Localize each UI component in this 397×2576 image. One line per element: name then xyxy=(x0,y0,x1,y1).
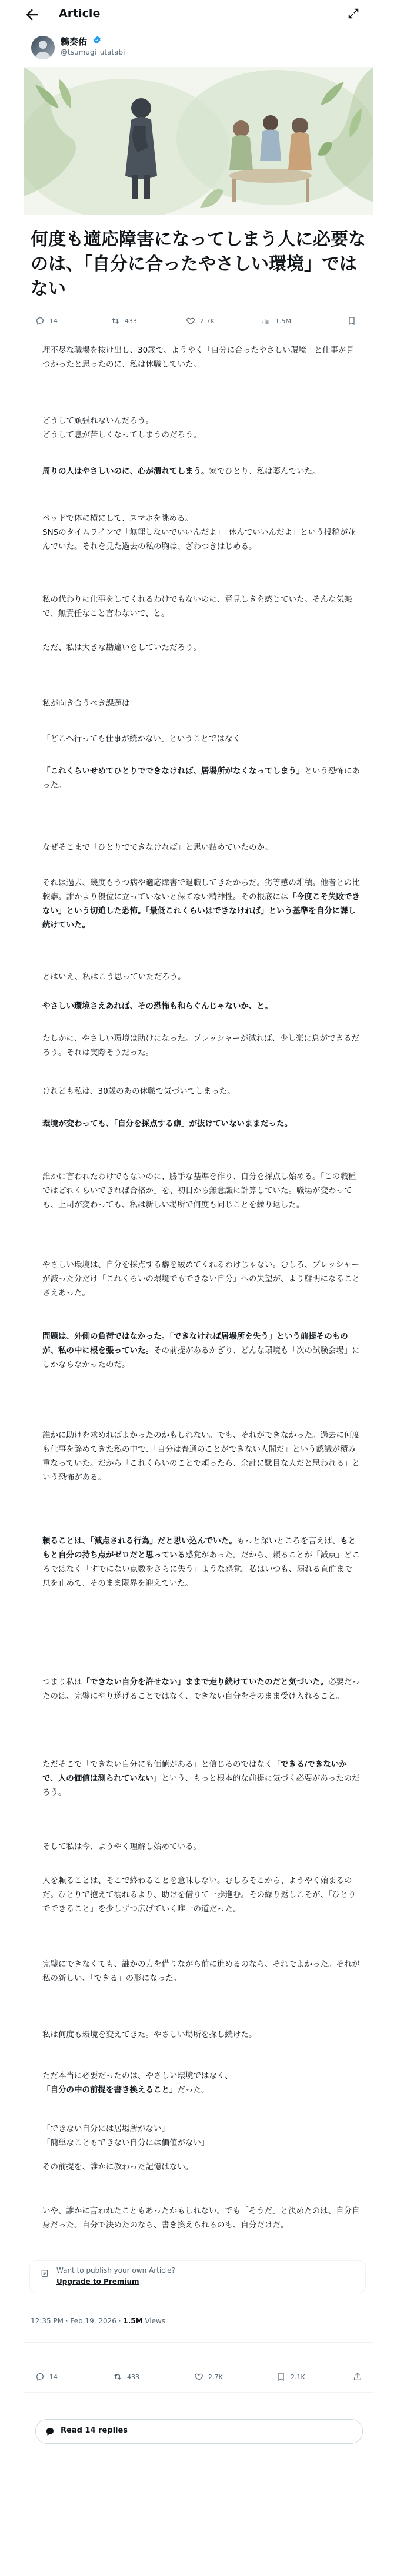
article-paragraph: 私は何度も環境を変えてきた。やさしい場所を探し続けた。 xyxy=(42,2030,257,2039)
share-icon xyxy=(353,2372,362,2381)
like-button[interactable] xyxy=(194,2370,223,2383)
views-total: 1.5M xyxy=(123,2317,143,2325)
reply-button[interactable] xyxy=(35,314,58,327)
views-label: Views xyxy=(142,2317,166,2325)
reply-count: 14 xyxy=(49,2373,58,2381)
article-paragraph: ただ、私は大きな勘違いをしていただろう。 xyxy=(42,643,201,652)
bookmark-count: 2.1K xyxy=(291,2373,305,2381)
article-paragraph: 理不尽な職場を抜け出し、30歳で、ようやく「自分に合ったやさしい環境」と仕事が見つかったと思ったのに、私は休職していた。 xyxy=(42,346,354,369)
read-replies-button[interactable] xyxy=(35,2419,363,2444)
repost-button[interactable] xyxy=(113,2370,139,2383)
view-count: 1.5M xyxy=(275,317,291,325)
bookmark-icon xyxy=(347,316,356,326)
article-paragraph: 誰かに言われたわけでもないのに、勝手な基準を作り、自分を採点し始める。「この職種ではどれくらいできれば合格か」を、初日から無意識に計算していた。職場が変わっても、上司が変わっても、私は新しい場所で何度も同じことを繰り返した。 xyxy=(42,1172,356,1210)
read-replies-label: Read 14 replies xyxy=(61,2426,128,2435)
bookmark-button[interactable] xyxy=(347,314,356,327)
divider xyxy=(24,2342,373,2343)
expand-icon[interactable] xyxy=(347,7,360,20)
repost-button[interactable] xyxy=(111,314,137,327)
article-paragraph: 「これくらいせめてひとりでできなければ、居場所がなくなってしまう」という恐怖にあった。 xyxy=(42,766,360,790)
upgrade-premium-link[interactable]: Upgrade to Premium xyxy=(56,2277,139,2286)
article-paragraph: たしかに、やさしい環境は助けになった。プレッシャーが減れば、少し楽に息ができるだろう。それは実際そうだった。 xyxy=(42,1034,360,1057)
article-paragraph: そして私は今、ようやく理解し始めている。 xyxy=(42,1842,201,1851)
like-count: 2.7K xyxy=(208,2373,223,2381)
article-paragraph: 「できない自分には居場所がない」 「簡単なこともできない自分には価値がない」 xyxy=(42,2124,209,2148)
bottom-engagement-bar xyxy=(35,2370,365,2383)
article-paragraph: 問題は、外側の負荷ではなかった。「できなければ居場所を失う」という前提そのものが、私の中に根を張っていた。その前提があるかぎり、どんな環境も「次の試験会場」にしかならなかったのだ。 xyxy=(42,1332,360,1369)
article-paragraph: やさしい環境は、自分を採点する癖を緩めてくれるわけじゃない。むしろ、プレッシャーが減った分だけ「これくらいの環境でもできない自分」への失望が、より鮮明になることさえあった。 xyxy=(42,1260,360,1298)
back-arrow-icon[interactable] xyxy=(24,6,41,24)
publish-article-banner xyxy=(29,2260,366,2293)
top-bar xyxy=(0,0,397,29)
views-button[interactable] xyxy=(261,314,291,327)
article-paragraph: 人を頼ることは、そこで終わることを意味しない。むしろそこから、ようやく始まるのだ。ひとりで抱えて溺れるより、助けを借りて一歩進む。その繰り返しこそが、「ひとりでできること」を少しずつ広げていく唯一の道だった。 xyxy=(42,1876,356,1914)
post-meta xyxy=(31,2317,165,2325)
like-count: 2.7K xyxy=(200,317,215,325)
article-paragraph: どうして頑張れないんだろう。 どうして息が苦しくなってしまうのだろう。 xyxy=(42,416,201,440)
reply-count: 14 xyxy=(49,317,58,325)
heart-icon xyxy=(186,316,195,326)
article-paragraph: なぜそこまで「ひとりでできなければ」と思い詰めていたのか。 xyxy=(42,843,273,852)
divider xyxy=(24,2392,373,2393)
hero-image xyxy=(24,67,373,215)
article-paragraph: 誰かに助けを求めればよかったのかもしれない。でも、それができなかった。過去に何度も仕事を辞めてきた私の中で、「自分は普通のことができない人間だ」という認識が積み重なっていた。だから「これくらいのことで頼ったら、余計に駄目な人だと思われる」という恐怖がある。 xyxy=(42,1431,360,1482)
article-paragraph: 周りの人はやさしいのに、心が潰れてしまう。家でひとり、私は萎んでいた。 xyxy=(42,467,321,476)
article-paragraph: それは過去、幾度もうつ病や適応障害で退職してきたからだ。劣等感の堆積。他者との比較癖。誰かより優位に立っていないと保てない精神性。その根底には「今度こそ失敗できない」という切迫した恐怖。「最低これくらいはできなければ」という基準を自分に課し続けていた。 xyxy=(42,878,360,930)
heart-icon xyxy=(194,2372,203,2381)
like-button[interactable] xyxy=(186,314,215,327)
article-paragraph: 完璧にできなくても、誰かの力を借りながら前に進めるのなら、それでよかった。それが私の新しい、「できる」の形になった。 xyxy=(42,1959,360,1983)
article-paragraph: ただそこで「できない自分にも価値がある」と信じるのではなく「できる/できないかで、人の価値は測られていない」という、もっと根本的な前提に気づく必要があったのだろう。 xyxy=(42,1760,360,1797)
article-paragraph: つまり私は「できない自分を許せない」ままで走り続けていたのだと気づいた。必要だったのは、完璧にやり遂げることではなく、できない自分をそのまま受け入れること。 xyxy=(42,1677,360,1701)
author-row[interactable] xyxy=(24,32,373,61)
bookmark-icon xyxy=(276,2372,286,2381)
article-icon xyxy=(41,2269,49,2277)
article-paragraph: 私が向き合うべき課題は xyxy=(42,699,130,708)
article-paragraph: 「どこへ行っても仕事が続かない」ということではなく xyxy=(42,734,241,743)
article-paragraph: いや、誰かに言われたこともあったかもしれない。でも「そうだ」と決めたのは、自分自身だった。自分で決めたのなら、書き換えられるのも、自分だけだ。 xyxy=(42,2206,360,2230)
views-icon xyxy=(261,316,271,326)
verified-badge-icon xyxy=(93,36,101,44)
article-paragraph: 環境が変わっても、「自分を採点する癖」が抜けていないままだった。 xyxy=(42,1119,293,1128)
repost-icon xyxy=(113,2372,122,2381)
page-title: Article xyxy=(59,7,101,20)
article-paragraph: とはいえ、私はこう思っていただろう。 xyxy=(42,972,186,982)
article-paragraph: ただ本当に必要だったのは、やさしい環境ではなく、「自分の中の前提を書き換えること」だった。 xyxy=(42,2071,233,2095)
article-paragraph: やさしい環境さえあれば、その恐怖も和らぐんじゃないか、と。 xyxy=(42,1001,273,1011)
share-button[interactable] xyxy=(353,2370,362,2383)
article-paragraph: けれども私は、30歳のあの休職で気づいてしまった。 xyxy=(42,1087,235,1096)
article-title: 何度も適応障害になってしまう人に必要なのは、「自分に合ったやさしい環境」ではない xyxy=(31,229,366,299)
article-paragraph: その前提を、誰かに教わった記憶はない。 xyxy=(42,2162,194,2172)
reply-icon xyxy=(35,2372,45,2381)
author-handle[interactable]: @tsumugi_utatabi xyxy=(61,48,125,56)
replies-bubble-icon xyxy=(45,2426,55,2437)
repost-count: 433 xyxy=(127,2373,139,2381)
reply-button[interactable] xyxy=(35,2370,58,2383)
article-paragraph: 私の代わりに仕事をしてくれるわけでもないのに、意見しきを感じていた。そんな気楽で、無責任なこと言わないで、と。 xyxy=(42,595,352,618)
bookmark-button[interactable] xyxy=(276,2370,305,2383)
engagement-bar xyxy=(35,314,365,327)
author-name[interactable]: 鶫奏佑 xyxy=(61,36,88,47)
article-paragraph: ベッドで体に横にして、スマホを眺める。 SNSのタイムラインで「無理しないでいいんだよ」「休んでいいんだよ」という投稿が並んでいた。それを見た過去の私の胸は、ざわつきはじめる。 xyxy=(42,514,356,551)
avatar[interactable] xyxy=(31,36,55,59)
post-timestamp[interactable]: 12:35 PM · Feb 19, 2026 · xyxy=(31,2317,124,2325)
reply-icon xyxy=(35,316,45,326)
repost-icon xyxy=(111,316,120,326)
repost-count: 433 xyxy=(125,317,137,325)
publish-question: Want to publish your own Article? xyxy=(56,2266,175,2274)
article-paragraph: 頼ることは、「減点される行為」だと思い込んでいた。もっと深いところを言えば、もともと自分の持ち点がゼロだと思っている感覚があった。だから、頼ることが「減点」どころではなく「すでにない点数をさらに失う」ような感覚。私はいつも、溺れる直前まで息を止めて、そのまま限界を迎えていた。 xyxy=(42,1536,360,1588)
